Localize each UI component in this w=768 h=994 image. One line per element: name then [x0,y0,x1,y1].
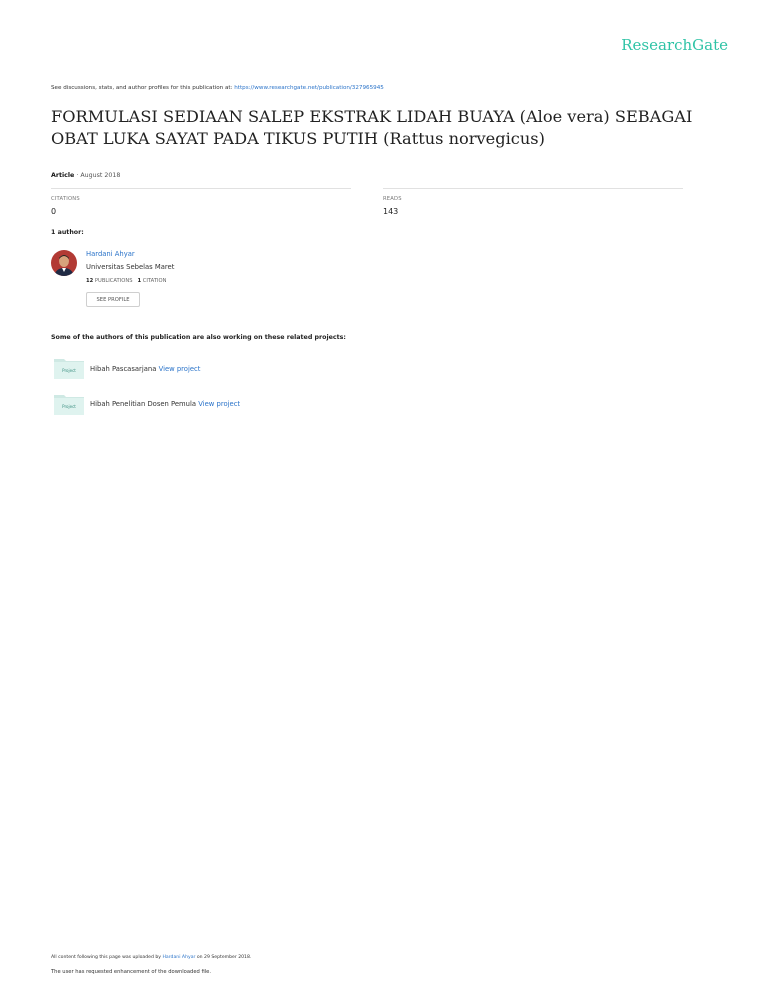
publication-title: FORMULASI SEDIAAN SALEP EKSTRAK LIDAH BUAYA (Aloe vera) SEBAGAI OBAT LUKA SAYAT PADA TIKUS PUTIH (Rattus norvegicus) [51,107,693,148]
view-project-link[interactable]: View project [198,400,241,408]
author-name-link[interactable]: Hardani Ahyar [86,250,135,258]
project-name: Hibah Pascasarjana [90,365,157,373]
author-institution: Universitas Sebelas Maret [86,263,175,271]
researchgate-logo[interactable]: ResearchGate [621,36,728,54]
enhancement-note: The user has requested enhancement of the downloaded file. [51,969,212,975]
project-name: Hibah Penelitian Dosen Pemula [90,400,197,408]
project-folder-icon [54,393,84,415]
see-profile-button[interactable]: SEE PROFILE [86,292,140,307]
publication-date: August 2018 [80,172,121,179]
author-citations-count: 1 [137,278,142,284]
author-citations-label: CITATION [142,278,167,284]
author-avatar[interactable] [51,250,77,276]
related-projects-heading: Some of the authors of this publication are also working on these related projects: [51,334,346,341]
upload-prefix: All content following this page was uploaded by [51,955,163,960]
project-item [90,400,240,408]
citations-value: 0 [51,207,57,216]
folder-label: Project [62,368,76,373]
author-stats [86,278,167,284]
uploader-link[interactable]: Hardani Ahyar [162,955,196,960]
upload-suffix: on 29 September 2018. [195,955,252,960]
divider-right [383,188,683,189]
author-publications-label: PUBLICATIONS [94,278,133,284]
publication-url-link[interactable]: https://www.researchgate.net/publication/327965945 [234,85,384,91]
authors-heading: 1 author: [51,229,84,236]
reads-label: READS [383,196,402,202]
discussion-prefix: See discussions, stats, and author profiles for this publication at: [51,85,235,91]
project-item [90,365,200,373]
folder-label: Project [62,404,76,409]
discussion-line [51,85,384,91]
meta-separator: · [74,172,81,179]
reads-value: 143 [383,207,399,216]
upload-note [51,955,251,960]
citations-label: CITATIONS [51,196,80,202]
avatar-photo-icon [51,250,77,276]
view-project-link[interactable]: View project [158,365,201,373]
publication-meta [51,172,120,179]
publication-type: Article [51,172,75,179]
project-folder-icon [54,357,84,379]
author-publications-count: 12 [86,278,94,284]
divider-left [51,188,351,189]
